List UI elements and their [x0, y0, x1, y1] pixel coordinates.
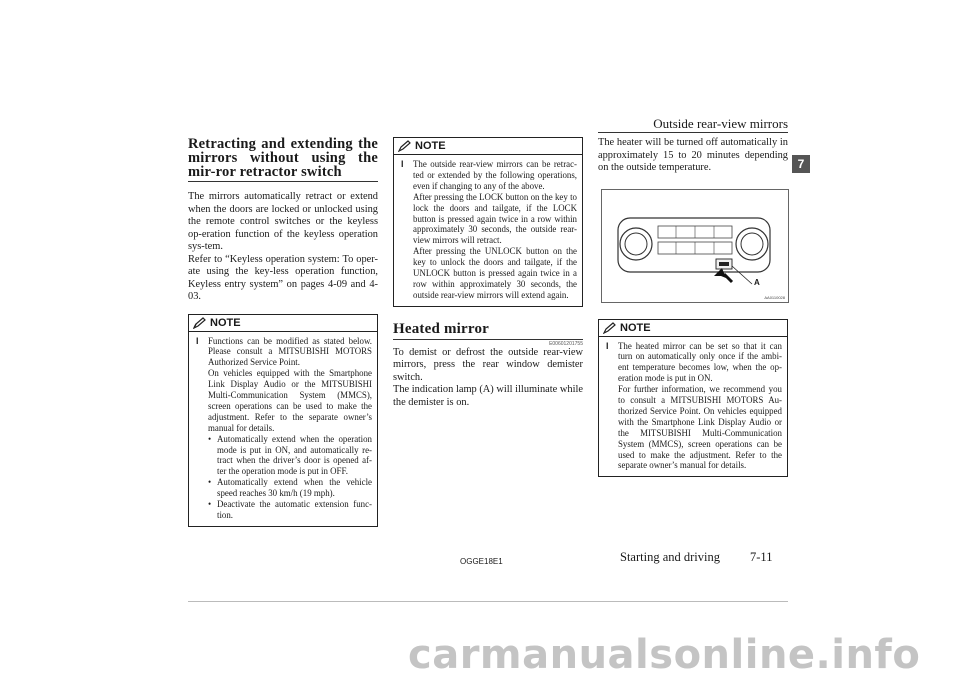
note-bullet: l	[196, 335, 199, 346]
figure-climate-panel	[601, 189, 789, 303]
climate-control-illustration	[602, 190, 788, 302]
body-paragraph: The heater will be turned off automatically in approximately 15 to 20 minutes depending on the outside temperature.	[598, 137, 788, 173]
note-box	[188, 314, 378, 527]
note-heading: NOTE	[415, 140, 446, 152]
sub-item: Automatically extend when the vehicle speed reaches 30 km/h (19 mph).	[217, 477, 372, 499]
note-box	[598, 319, 788, 478]
column-1	[188, 137, 378, 527]
figure-label-a: A	[754, 277, 760, 287]
header-rule	[598, 132, 788, 133]
note-box	[393, 137, 583, 307]
sub-bullet: •	[208, 477, 212, 488]
column-2	[393, 137, 583, 409]
section-title-retracting: Retracting and extending the mirrors without using the mir-ror retractor switch	[188, 136, 378, 180]
sub-item: Deactivate the automatic extension func-tion.	[217, 499, 372, 520]
page-number: 7-11	[750, 550, 773, 564]
sub-bullet: •	[208, 433, 212, 444]
section-code: E00601201755	[549, 340, 583, 347]
note-paragraph: After pressing the UNLOCK button on the key to unlock the doors and tailgate, if the UNLOCK button is pressed again twice in a row within approximately 30 seconds, the outside rear-view mirrors will extend again.	[413, 246, 577, 300]
note-bullet: l	[401, 159, 404, 169]
note-heading: NOTE	[210, 316, 241, 329]
watermark-rule	[188, 601, 788, 602]
watermark-text: carmanualsonline.info	[408, 632, 921, 678]
footer-doc-code: OGGE18E1	[460, 557, 503, 566]
sub-bullet: •	[208, 499, 212, 510]
note-pencil-icon	[398, 140, 412, 152]
note-pencil-icon	[193, 317, 207, 329]
footer-section: Starting and driving	[620, 550, 720, 564]
note-paragraph: On vehicles equipped with the Smartphone Link Display Audio or the MITSUBISHI Multi-Communication System (MMCS), screen operations can be used to make the adjustment. Refer to the separate owner’s manual for details.	[208, 368, 372, 433]
note-header	[189, 315, 377, 332]
body-paragraph: The indication lamp (A) will illuminate while the demister is on.	[393, 384, 583, 408]
note-paragraph: After pressing the LOCK button on the key to lock the doors and tailgate, if the LOCK button is pressed again twice in a row within approximately 30 seconds, the outside rear-view mirrors will retract.	[413, 191, 577, 246]
note-paragraph: For further information, we recommend you to consult a MITSUBISHI MOTORS Au-thorized Service Point. On vehicles equipped with the Smartphone Link Display Audio or the MITSUBISHI Multi-Communication System (MMCS), screen operations can be used to make the adjustment. Refer to the separate owner’s manual for details.	[618, 384, 782, 471]
running-header: Outside rear-view mirrors	[653, 116, 788, 131]
body-paragraph: Refer to “Keyless operation system: To oper-ate using the key-less operation function, Keyless entry system” on pages 4-09 and 4-03.	[188, 253, 378, 302]
section-rule	[393, 339, 583, 340]
sub-item: Automatically extend when the operation mode is put in ON, and automatically re-tract when the driver’s door is opened af-ter the operation mode is put in OFF.	[217, 433, 372, 477]
note-paragraph: The heated mirror can be set so that it can turn on automatically only once if the ambi-ent temperature becomes low, when the op-eration mode is put in ON.	[618, 340, 782, 384]
column-3	[598, 137, 788, 477]
figure-code: AA0110028	[764, 294, 785, 300]
note-header	[599, 320, 787, 337]
chapter-tab: 7	[792, 155, 810, 173]
note-pencil-icon	[603, 322, 617, 334]
body-paragraph: The mirrors automatically retract or extend when the doors are locked or unlocked using the remote control switches or the keyless op-eration function of the keyless operation sys-tem.	[188, 191, 378, 252]
note-paragraph: The outside rear-view mirrors can be retrac-ted or extended by the following operations, even if changing to any of the above.	[413, 159, 577, 191]
note-heading: NOTE	[620, 321, 651, 334]
note-header	[394, 138, 582, 155]
note-paragraph: Functions can be modified as stated below. Please consult a MITSUBISHI MOTORS Authorized Service Point.	[208, 335, 372, 368]
section-rule	[188, 181, 378, 182]
body-paragraph: To demist or defrost the outside rear-view mirrors, press the rear window demister switch.	[393, 346, 583, 383]
section-title-heated-mirror: Heated mirror	[393, 320, 490, 337]
note-bullet: l	[606, 340, 609, 351]
